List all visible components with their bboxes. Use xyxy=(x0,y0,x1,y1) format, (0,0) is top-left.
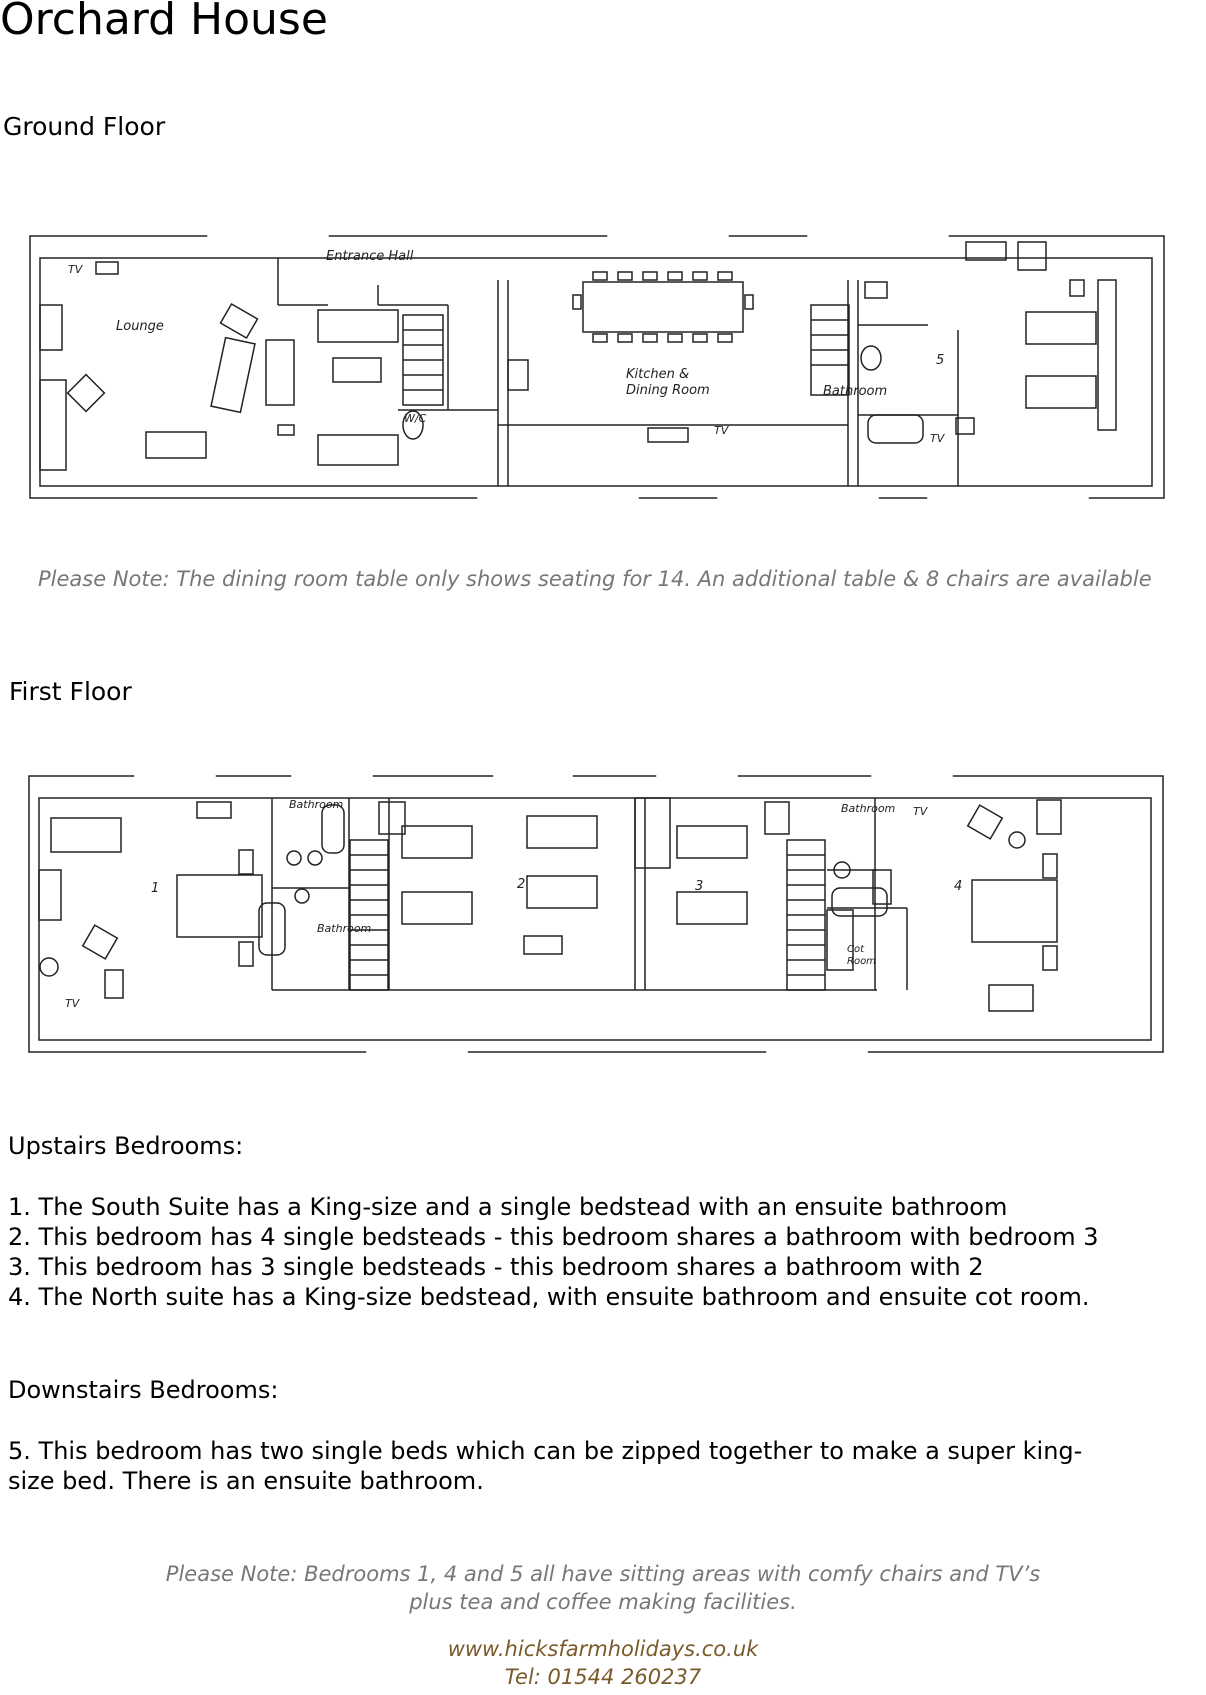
chair-icon xyxy=(1018,242,1046,270)
room-5-label: 5 xyxy=(936,353,945,368)
ground-floor-heading: Ground Floor xyxy=(3,112,166,141)
bath-icon xyxy=(832,888,887,916)
cooker-icon xyxy=(508,360,528,390)
dining-table xyxy=(583,282,743,332)
sink-icon xyxy=(40,305,62,350)
bed-icon xyxy=(972,880,1057,942)
armchair-icon xyxy=(83,925,118,959)
cot-room-label-1: Cot xyxy=(847,944,865,955)
armchair-icon xyxy=(221,304,258,338)
bedside-icon xyxy=(1043,854,1057,878)
toilet-icon xyxy=(861,346,881,370)
kitchen-label-2: Dining Room xyxy=(626,383,710,398)
lamp-icon xyxy=(278,425,294,435)
coffee-table-icon xyxy=(333,358,381,382)
sink-icon xyxy=(648,428,688,442)
telephone: Tel: 01544 260237 xyxy=(504,1665,702,1689)
chair-icon xyxy=(105,970,123,998)
bed-icon xyxy=(635,798,670,868)
dresser-icon xyxy=(989,985,1033,1011)
bed-icon xyxy=(51,818,121,852)
room-1-label: 1 xyxy=(151,881,160,896)
wardrobe-icon xyxy=(765,802,789,834)
bedside-icon xyxy=(1043,946,1057,970)
bed-icon xyxy=(177,875,262,937)
tv-label: TV xyxy=(65,997,80,1010)
first-floor-heading: First Floor xyxy=(9,677,132,706)
ground-floor-plan xyxy=(28,230,1168,520)
cabinet-icon xyxy=(40,380,66,470)
upstairs-list xyxy=(8,1192,1098,1312)
sofa-icon xyxy=(146,432,206,458)
page-title: Orchard House xyxy=(0,0,328,45)
tv-label: TV xyxy=(714,424,729,437)
side-table-icon xyxy=(40,958,58,976)
bed-icon xyxy=(527,816,597,848)
bathroom-label: Bathroom xyxy=(317,922,372,935)
toilet-icon xyxy=(295,889,309,903)
bed-icon xyxy=(1026,312,1096,344)
bed-icon xyxy=(527,876,597,908)
room-3-label: 3 xyxy=(695,879,704,894)
armchair-icon xyxy=(968,805,1003,839)
bedside-icon xyxy=(239,942,253,966)
bathroom-label: Bathroom xyxy=(289,798,344,811)
bath-icon xyxy=(868,415,923,443)
basin-icon xyxy=(865,282,887,298)
armchair-icon xyxy=(68,375,105,412)
bedside-icon xyxy=(239,850,253,874)
room-2-label: 2 xyxy=(517,877,526,892)
bed-icon xyxy=(402,892,472,924)
tv-label: TV xyxy=(930,432,945,445)
list-item: 1. The South Suite has a King-size and a single bedstead with an ensuite bathroom xyxy=(8,1193,1008,1221)
side-table-icon xyxy=(1009,832,1025,848)
list-item: 3. This bedroom has 3 single bedsteads - this bedroom shares a bathroom with 2 xyxy=(8,1253,984,1281)
bed-icon xyxy=(402,826,472,858)
list-item: size bed. There is an ensuite bathroom. xyxy=(8,1467,484,1495)
bed-icon xyxy=(677,892,747,924)
tv-label: TV xyxy=(68,263,83,276)
kitchen-label-1: Kitchen & xyxy=(626,367,690,382)
wardrobe-icon xyxy=(39,870,61,920)
stair-treads xyxy=(350,855,825,975)
downstairs-text xyxy=(8,1436,1082,1496)
lounge-label: Lounge xyxy=(116,319,164,334)
toilet-icon xyxy=(287,851,301,865)
bathroom-label: Bathroom xyxy=(841,802,896,815)
wardrobe-icon xyxy=(379,802,405,834)
basin-icon xyxy=(308,851,322,865)
list-item: 4. The North suite has a King-size bedstead, with ensuite bathroom and ensuite cot room. xyxy=(8,1283,1090,1311)
room-4-label: 4 xyxy=(954,879,963,894)
amenities-note-line2: plus tea and coffee making facilities. xyxy=(409,1590,797,1614)
inner-wall xyxy=(40,258,1152,486)
wardrobe-icon xyxy=(1098,280,1116,430)
sofa-icon xyxy=(266,340,294,405)
bathroom-label: Bathroom xyxy=(823,384,888,399)
sofa-icon xyxy=(211,338,255,413)
downstairs-heading: Downstairs Bedrooms: xyxy=(8,1376,279,1404)
dining-note: Please Note: The dining room table only shows seating for 14. An additional table & 8 chairs are available xyxy=(38,567,1152,591)
bed-icon xyxy=(677,826,747,858)
sofa-icon xyxy=(318,310,398,342)
cot-room-label-2: Room xyxy=(847,956,876,967)
amenities-note-line1: Please Note: Bedrooms 1, 4 and 5 all have sitting areas with comfy chairs and TV’s xyxy=(165,1562,1041,1586)
dresser-icon xyxy=(197,802,231,818)
list-item: 2. This bedroom has 4 single bedsteads - this bedroom shares a bathroom with bedroom 3 xyxy=(8,1223,1099,1251)
list-item: 5. This bedroom has two single beds which can be zipped together to make a super king- xyxy=(8,1437,1083,1465)
bed-icon xyxy=(1026,376,1096,408)
first-floor-plan xyxy=(27,770,1167,1060)
dresser-icon xyxy=(524,936,562,954)
entrance-hall-label: Entrance Hall xyxy=(326,249,414,264)
wc-label: W/C xyxy=(404,412,427,425)
lounge-unit xyxy=(96,262,118,274)
tv-label: TV xyxy=(913,805,928,818)
upstairs-heading: Upstairs Bedrooms: xyxy=(8,1132,244,1160)
bath-icon xyxy=(322,805,344,853)
website-link[interactable]: www.hicksfarmholidays.co.uk xyxy=(447,1637,759,1661)
bedside-icon xyxy=(1070,280,1084,296)
chair-icon xyxy=(1037,800,1061,834)
sofa-icon xyxy=(318,435,398,465)
